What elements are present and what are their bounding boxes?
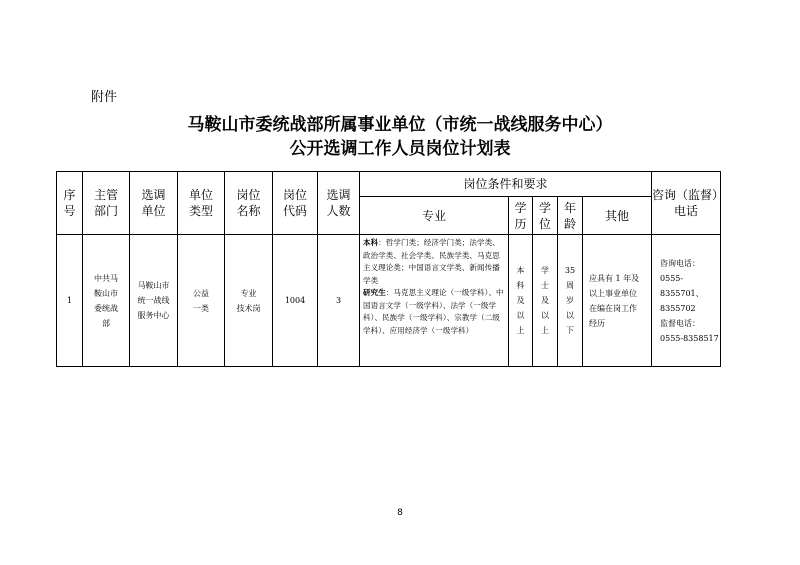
cell-education: 本 科 及 以 上 — [509, 235, 533, 367]
attachment-label: 附件 — [91, 90, 118, 105]
header-age: 年 龄 — [558, 197, 583, 235]
header-post-name: 岗位 名称 — [225, 172, 273, 235]
cell-contact: 咨询电话： 0555-8355701、 8355702 监督电话： 0555-8358517 — [652, 235, 721, 367]
page-number: 8 — [397, 508, 403, 518]
header-unit-type: 单位 类型 — [178, 172, 225, 235]
header-degree: 学 位 — [533, 197, 558, 235]
header-unit: 选调 单位 — [130, 172, 178, 235]
header-contact: 咨询（监督） 电话 — [652, 172, 721, 235]
cell-unit: 马鞍山市 统一战线 服务中心 — [130, 235, 178, 367]
cell-count: 3 — [318, 235, 360, 367]
cell-seq: 1 — [57, 235, 83, 367]
cell-post-name: 专业 技术岗 — [225, 235, 273, 367]
header-major: 专业 — [360, 197, 509, 235]
cell-age: 35 周 岁 以 下 — [558, 235, 583, 367]
cell-post-code: 1004 — [273, 235, 318, 367]
position-plan-table — [56, 171, 725, 367]
major-grad-label: 研究生 — [363, 288, 386, 297]
major-grad-text: ：马克思主义理论（一级学科）、中国语言文学（一级学科）、法学（一级学科）、民族学（一级学科）、宗教学（二级学科）、应用经济学（一级学科） — [363, 288, 504, 335]
major-undergrad-text: ：哲学门类；经济学门类；法学类、政治学类、社会学类、民族学类、马克思主义理论类；中国语言文学类、新闻传播学类 — [363, 238, 500, 285]
header-education: 学 历 — [509, 197, 533, 235]
header-row-1 — [57, 172, 721, 197]
cell-major — [360, 235, 509, 367]
cell-unit-type: 公益 一类 — [178, 235, 225, 367]
page-subtitle: 公开选调工作人员岗位计划表 — [289, 139, 511, 159]
header-conditions: 岗位条件和要求 — [360, 172, 652, 197]
header-dept: 主管 部门 — [83, 172, 130, 235]
major-undergrad-label: 本科 — [363, 238, 379, 247]
page-title: 马鞍山市委统战部所属事业单位（市统一战线服务中心） — [187, 115, 613, 135]
cell-dept: 中共马 鞍山市 委统战 部 — [83, 235, 130, 367]
table-row — [57, 235, 721, 367]
header-seq: 序 号 — [57, 172, 83, 235]
header-other: 其他 — [583, 197, 652, 235]
cell-other: 应具有 1 年及 以上事业单位 在编在岗工作 经历 — [583, 235, 652, 367]
header-count: 选调 人数 — [318, 172, 360, 235]
cell-degree: 学 士 及 以 上 — [533, 235, 558, 367]
header-post-code: 岗位 代码 — [273, 172, 318, 235]
